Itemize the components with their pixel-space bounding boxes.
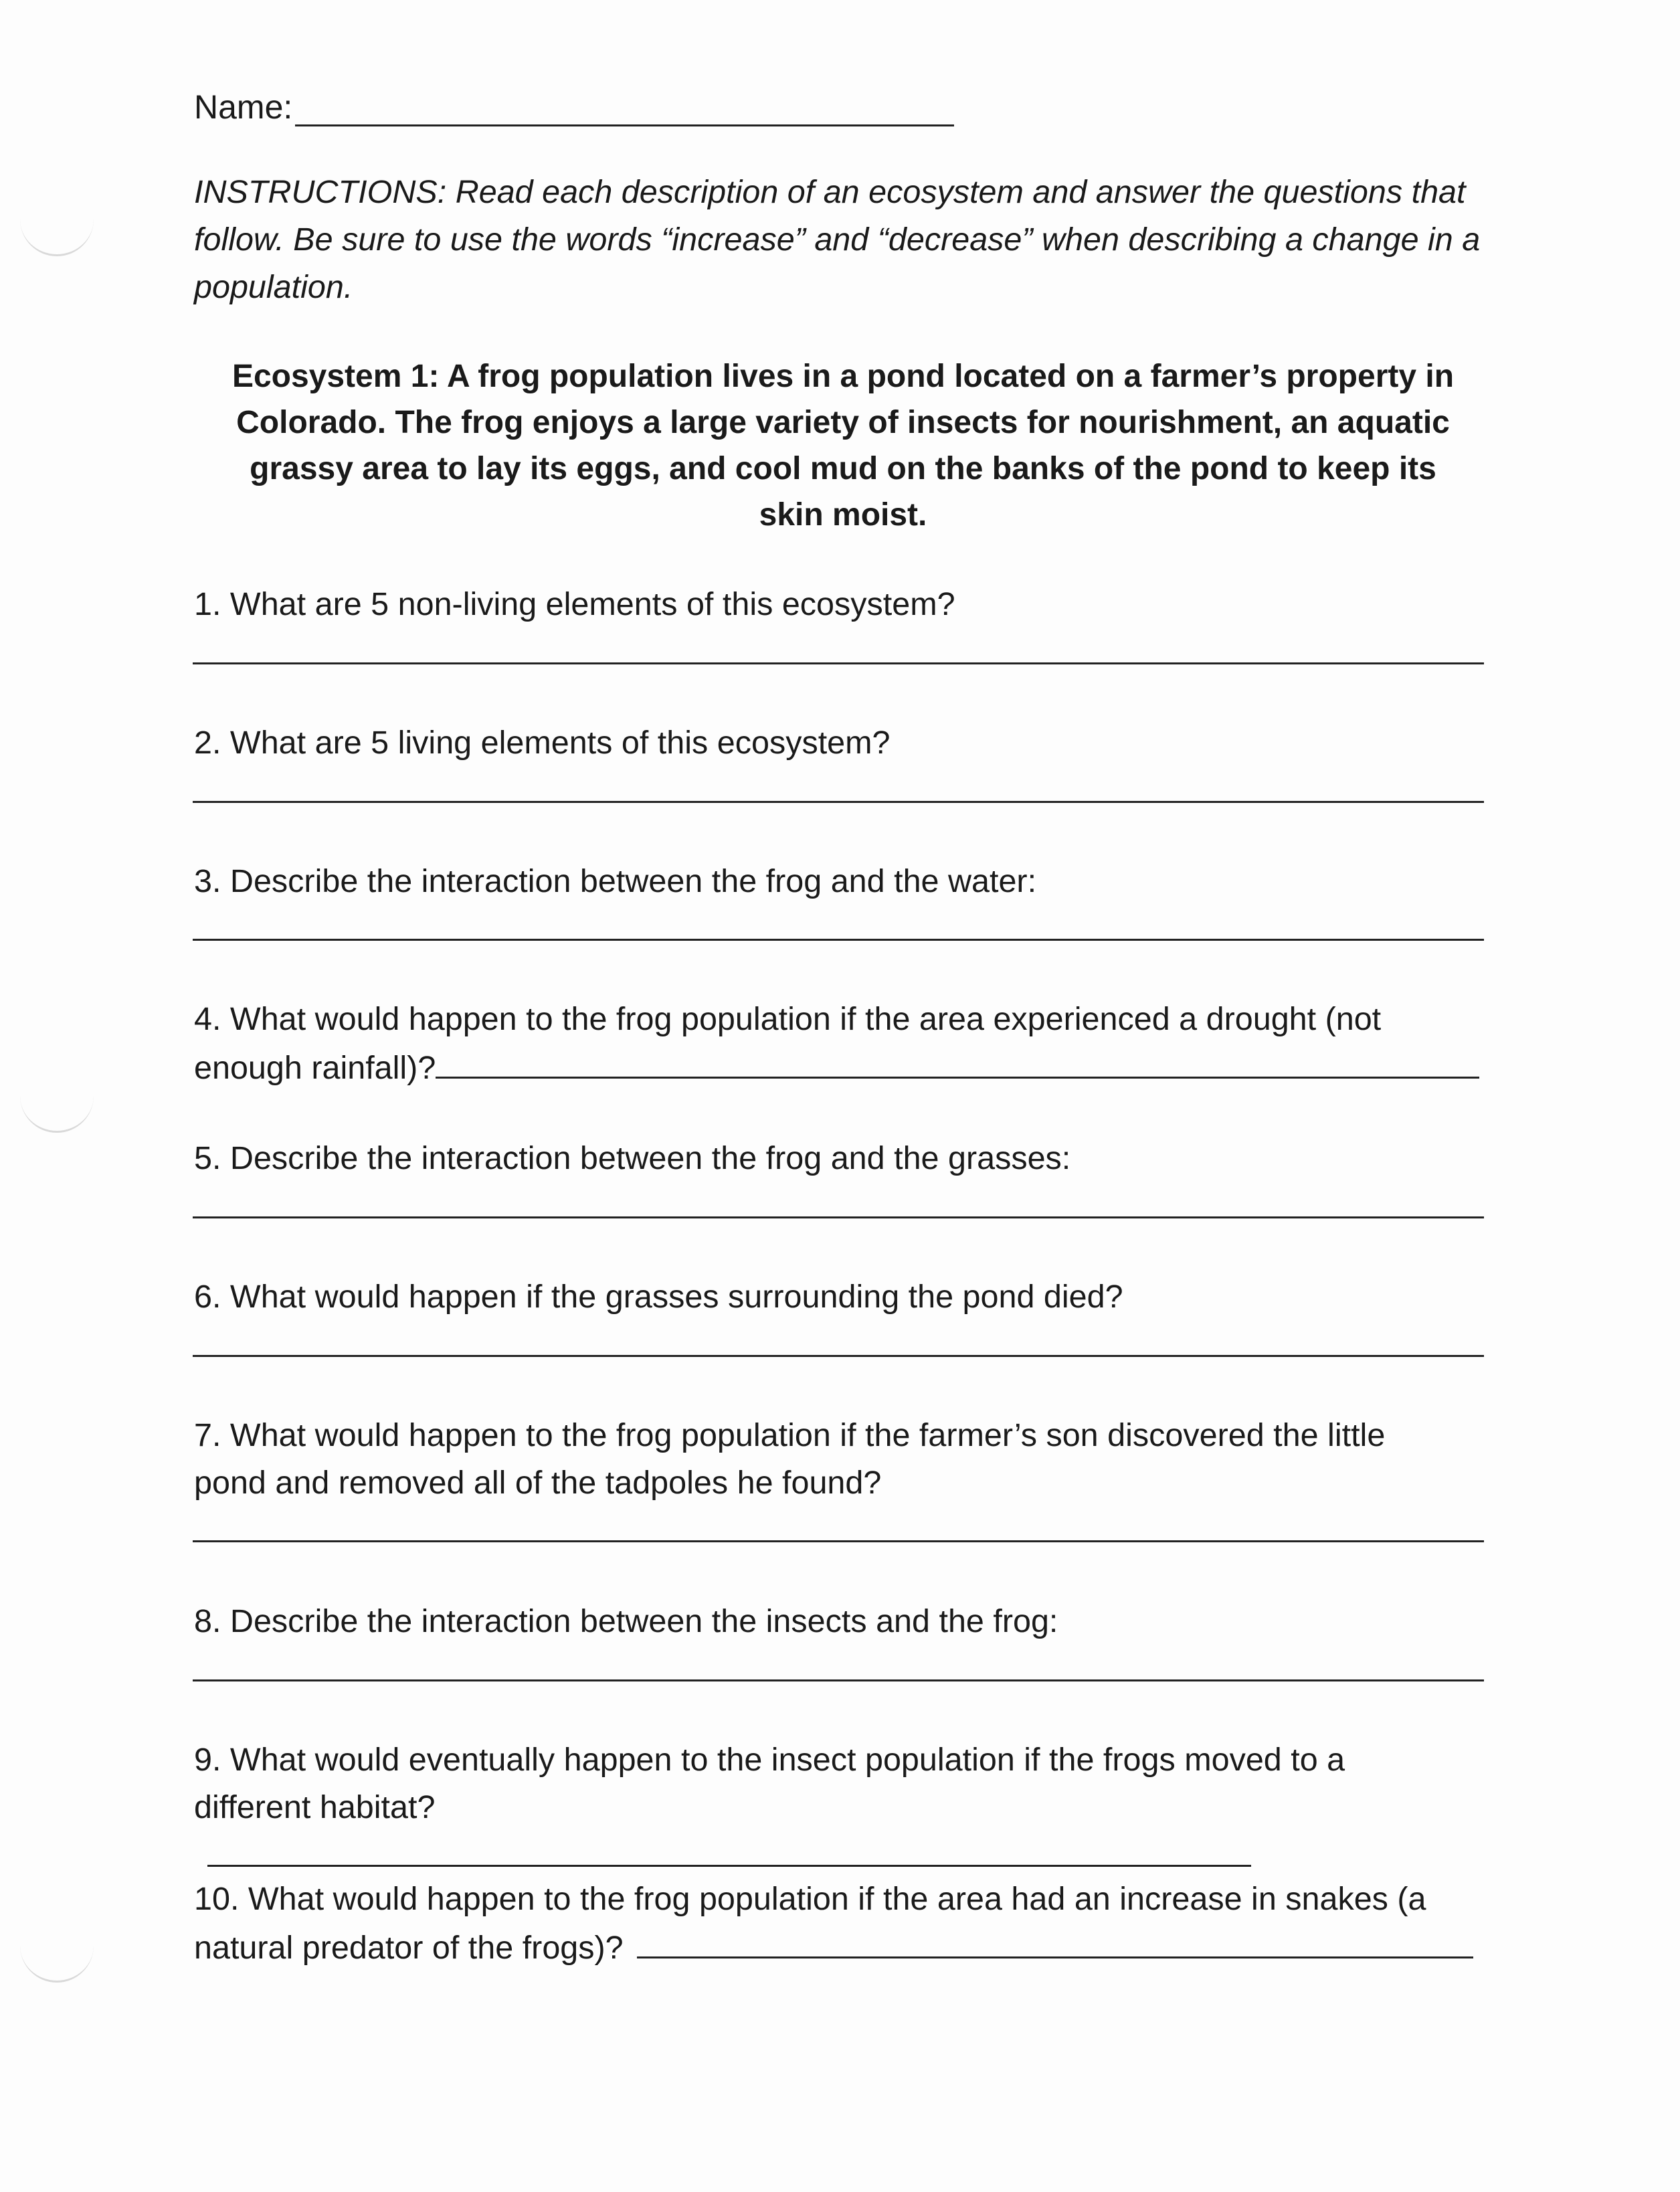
- name-label: Name:: [194, 88, 293, 126]
- question-9-line-2-text: different habitat?: [194, 1789, 436, 1825]
- answer-line-9[interactable]: [207, 1831, 1251, 1867]
- name-answer-line[interactable]: [295, 86, 954, 126]
- question-4: [194, 996, 1492, 1092]
- answer-line-2[interactable]: [193, 801, 1484, 803]
- question-10-line-2: [194, 1923, 1492, 1972]
- question-5: 5. Describe the interaction between the frog and the grasses:: [194, 1140, 1071, 1176]
- ecosystem-heading-line-3: grassy area to lay its eggs, and cool mud on the banks of the pond to keep its: [250, 451, 1436, 486]
- ecosystem-heading-line-1: Ecosystem 1: A frog population lives in a pond located on a farmer’s property in: [231, 359, 1455, 394]
- question-10-line-2-text: natural predator of the frogs)?: [194, 1930, 624, 1966]
- answer-line-10[interactable]: [637, 1923, 1473, 1958]
- question-4-line-2: [194, 1043, 1492, 1092]
- question-9-line-1: 9. What would eventually happen to the insect population if the frogs moved to a: [194, 1742, 1345, 1778]
- binder-hole-mark-bottom: [20, 1940, 94, 1983]
- question-2: 2. What are 5 living elements of this ecosystem?: [194, 725, 891, 761]
- answer-line-4[interactable]: [436, 1043, 1479, 1079]
- question-8: 8. Describe the interaction between the insects and the frog:: [194, 1603, 1058, 1639]
- answer-line-7[interactable]: [193, 1540, 1484, 1542]
- question-4-line-1: 4. What would happen to the frog population if the area experienced a drought (not: [194, 1001, 1382, 1037]
- question-9-line-2: [194, 1784, 1492, 1880]
- name-row: [194, 86, 954, 126]
- answer-line-5[interactable]: [193, 1216, 1484, 1218]
- ecosystem-heading-line-2: Colorado. The frog enjoys a large variety of insects for nourishment, an aquatic: [236, 405, 1450, 440]
- question-3: 3. Describe the interaction between the frog and the water:: [194, 863, 1037, 899]
- question-1: 1. What are 5 non-living elements of this ecosystem?: [194, 586, 955, 622]
- binder-hole-mark-top: [20, 214, 94, 256]
- answer-line-6[interactable]: [193, 1355, 1484, 1357]
- question-10-line-1: 10. What would happen to the frog population if the area had an increase in snakes (a: [194, 1881, 1426, 1917]
- answer-line-8[interactable]: [193, 1679, 1484, 1681]
- question-9: [194, 1736, 1492, 1880]
- question-10: [194, 1876, 1492, 1972]
- question-7-line-1: 7. What would happen to the frog population if the farmer’s son discovered the little: [194, 1417, 1386, 1453]
- question-7: [194, 1412, 1492, 1507]
- question-7-line-2: pond and removed all of the tadpoles he found?: [194, 1465, 882, 1501]
- ecosystem-heading-line-4: skin moist.: [759, 497, 927, 533]
- ecosystem-1-description: [187, 353, 1499, 538]
- answer-line-3[interactable]: [193, 939, 1484, 941]
- instructions-text: INSTRUCTIONS: Read each description of an ecosystem and answer the questions that follow. Be sure to use the words “increase” and “decrease” when describing a change in a population.: [194, 174, 1481, 305]
- binder-hole-mark-middle: [20, 1091, 94, 1133]
- answer-line-1[interactable]: [193, 662, 1484, 664]
- question-6: 6. What would happen if the grasses surrounding the pond died?: [194, 1279, 1123, 1315]
- question-4-line-2-text: enough rainfall)?: [194, 1050, 436, 1086]
